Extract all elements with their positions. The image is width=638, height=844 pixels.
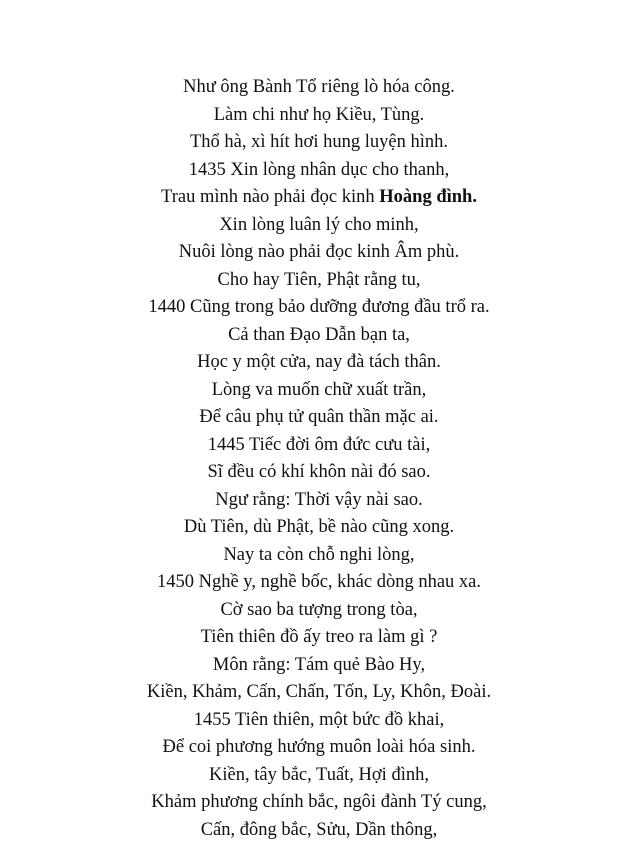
poem-line: Thổ hà, xì hít hơi hung luyện hình.	[0, 129, 638, 157]
poem-line: Kiền, Khảm, Cấn, Chấn, Tốn, Ly, Khôn, Đoài.	[0, 679, 638, 707]
poem-line: 1455 Tiên thiên, một bức đồ khai,	[0, 707, 638, 735]
poem-line: 1440 Cũng trong bảo dưỡng đương đầu trổ ra.	[0, 294, 638, 322]
poem-line: Cấn, đông bắc, Sửu, Dần thông,	[0, 817, 638, 844]
bold-title: Hoàng đình.	[379, 187, 477, 207]
poem-line: Sĩ đều có khí khôn nài đó sao.	[0, 459, 638, 487]
poem-line: Làm chi như họ Kiều, Tùng.	[0, 102, 638, 130]
poem-line: Để coi phương hướng muôn loài hóa sinh.	[0, 734, 638, 762]
poem-line: Cho hay Tiên, Phật rằng tu,	[0, 267, 638, 295]
poem-line: Nuôi lòng nào phải đọc kinh Âm phù.	[0, 239, 638, 267]
poem-line: 1450 Nghề y, nghề bốc, khác dòng nhau xa.	[0, 569, 638, 597]
poem-line: 1435 Xin lòng nhân dục cho thanh,	[0, 157, 638, 185]
poem-line: Cả than Đạo Dẫn bạn ta,	[0, 322, 638, 350]
poem-line: Ngư rằng: Thời vậy nài sao.	[0, 487, 638, 515]
poem-line: Cờ sao ba tượng trong tòa,	[0, 597, 638, 625]
poem-line: Nay ta còn chỗ nghi lòng,	[0, 542, 638, 570]
poem-line: Xin lòng luân lý cho minh,	[0, 212, 638, 240]
poem-line: Môn rằng: Tám quẻ Bào Hy,	[0, 652, 638, 680]
poem-line: Như ông Bành Tổ riêng lò hóa công.	[0, 74, 638, 102]
poem-line: Khảm phương chính bắc, ngôi đành Tý cung,	[0, 789, 638, 817]
poem-line: Tiên thiên đồ ấy treo ra làm gì ?	[0, 624, 638, 652]
poem-line: Dù Tiên, dù Phật, bề nào cũng xong.	[0, 514, 638, 542]
poem-line: 1445 Tiếc đời ôm đức cưu tài,	[0, 432, 638, 460]
poem-text	[0, 74, 638, 844]
poem-line: Học y một cửa, nay đà tách thân.	[0, 349, 638, 377]
poem-line: Để câu phụ tử quân thần mặc ai.	[0, 404, 638, 432]
poem-line: Lòng va muốn chữ xuất trần,	[0, 377, 638, 405]
poem-line: Kiền, tây bắc, Tuất, Hợi đình,	[0, 762, 638, 790]
poem-line-text: Trau mình nào phải đọc kinh	[161, 187, 379, 207]
poem-line	[0, 184, 638, 212]
